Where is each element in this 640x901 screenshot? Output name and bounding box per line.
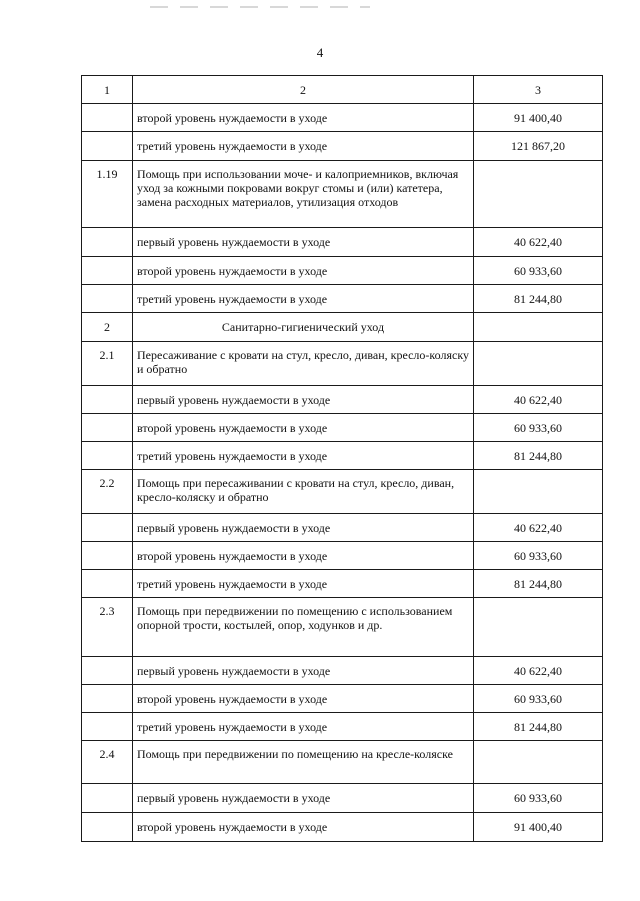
service-description: Помощь при передвижении по помещению с использованием опорной трости, костылей, опор, ходунков и др. (133, 598, 474, 657)
header-col-1: 1 (82, 76, 133, 104)
table-row-level (82, 570, 603, 598)
table-row-level (82, 442, 603, 470)
row-number (82, 386, 133, 414)
scan-artifact (150, 6, 370, 8)
amount-value: 60 933,60 (474, 257, 603, 285)
amount-value: 60 933,60 (474, 685, 603, 713)
amount-value: 60 933,60 (474, 784, 603, 813)
table-row-level (82, 386, 603, 414)
section-title: Санитарно-гигиенический уход (133, 313, 474, 342)
row-number (82, 414, 133, 442)
amount-value (474, 598, 603, 657)
table-body (82, 76, 603, 842)
amount-value: 91 400,40 (474, 104, 603, 132)
amount-value: 121 867,20 (474, 132, 603, 161)
amount-value: 40 622,40 (474, 386, 603, 414)
table-row-level (82, 285, 603, 313)
care-level-label: второй уровень нуждаемости в уходе (133, 104, 474, 132)
row-number (82, 570, 133, 598)
table-row-service (82, 741, 603, 784)
row-number (82, 784, 133, 813)
care-level-label: третий уровень нуждаемости в уходе (133, 570, 474, 598)
table-row-section (82, 313, 603, 342)
row-number (82, 285, 133, 313)
care-level-label: первый уровень нуждаемости в уходе (133, 386, 474, 414)
table-row-level (82, 784, 603, 813)
care-level-label: первый уровень нуждаемости в уходе (133, 514, 474, 542)
amount-value: 81 244,80 (474, 570, 603, 598)
amount-value: 81 244,80 (474, 285, 603, 313)
table-row-level (82, 685, 603, 713)
table-row-service (82, 161, 603, 228)
care-level-label: третий уровень нуждаемости в уходе (133, 442, 474, 470)
table-row-level (82, 104, 603, 132)
row-number: 2 (82, 313, 133, 342)
row-number (82, 657, 133, 685)
amount-value (474, 313, 603, 342)
table-row-level (82, 657, 603, 685)
header-col-2: 2 (133, 76, 474, 104)
table-row-level (82, 132, 603, 161)
row-number (82, 713, 133, 741)
table-row-level (82, 713, 603, 741)
amount-value: 40 622,40 (474, 228, 603, 257)
care-level-label: второй уровень нуждаемости в уходе (133, 414, 474, 442)
table-row-level (82, 542, 603, 570)
service-description: Помощь при пересаживании с кровати на стул, кресло, диван, кресло-коляску и обратно (133, 470, 474, 514)
table-row-level (82, 257, 603, 285)
amount-value: 81 244,80 (474, 442, 603, 470)
care-level-label: третий уровень нуждаемости в уходе (133, 285, 474, 313)
amount-value: 81 244,80 (474, 713, 603, 741)
table-row-level (82, 813, 603, 842)
service-description: Пересаживание с кровати на стул, кресло, диван, кресло-коляску и обратно (133, 342, 474, 386)
care-level-label: второй уровень нуждаемости в уходе (133, 685, 474, 713)
care-level-label: первый уровень нуждаемости в уходе (133, 228, 474, 257)
header-col-3: 3 (474, 76, 603, 104)
care-level-label: второй уровень нуждаемости в уходе (133, 813, 474, 842)
row-number (82, 514, 133, 542)
row-number (82, 257, 133, 285)
care-level-label: первый уровень нуждаемости в уходе (133, 784, 474, 813)
amount-value: 60 933,60 (474, 542, 603, 570)
table-row-service (82, 598, 603, 657)
service-description: Помощь при передвижении по помещению на кресле-коляске (133, 741, 474, 784)
amount-value (474, 741, 603, 784)
row-number (82, 104, 133, 132)
row-number: 2.2 (82, 470, 133, 514)
care-level-label: первый уровень нуждаемости в уходе (133, 657, 474, 685)
amount-value (474, 470, 603, 514)
row-number: 2.1 (82, 342, 133, 386)
amount-value: 91 400,40 (474, 813, 603, 842)
care-level-label: третий уровень нуждаемости в уходе (133, 713, 474, 741)
row-number: 2.4 (82, 741, 133, 784)
row-number: 1.19 (82, 161, 133, 228)
care-level-label: второй уровень нуждаемости в уходе (133, 542, 474, 570)
row-number (82, 685, 133, 713)
amount-value (474, 161, 603, 228)
table-row-level (82, 414, 603, 442)
amount-value: 40 622,40 (474, 514, 603, 542)
table-row-service (82, 342, 603, 386)
row-number: 2.3 (82, 598, 133, 657)
table-header-row (82, 76, 603, 104)
amount-value (474, 342, 603, 386)
table-row-level (82, 228, 603, 257)
service-description: Помощь при использовании моче- и калоприемников, включая уход за кожными покровами вокруг стомы и (или) катетера, замена расходных материалов, утилизация отходов (133, 161, 474, 228)
row-number (82, 442, 133, 470)
row-number (82, 228, 133, 257)
table-row-service (82, 470, 603, 514)
table-row-level (82, 514, 603, 542)
amount-value: 40 622,40 (474, 657, 603, 685)
row-number (82, 132, 133, 161)
care-level-label: третий уровень нуждаемости в уходе (133, 132, 474, 161)
amount-value: 60 933,60 (474, 414, 603, 442)
row-number (82, 542, 133, 570)
row-number (82, 813, 133, 842)
care-level-label: второй уровень нуждаемости в уходе (133, 257, 474, 285)
page-number: 4 (316, 45, 324, 60)
tariff-table (81, 75, 603, 842)
